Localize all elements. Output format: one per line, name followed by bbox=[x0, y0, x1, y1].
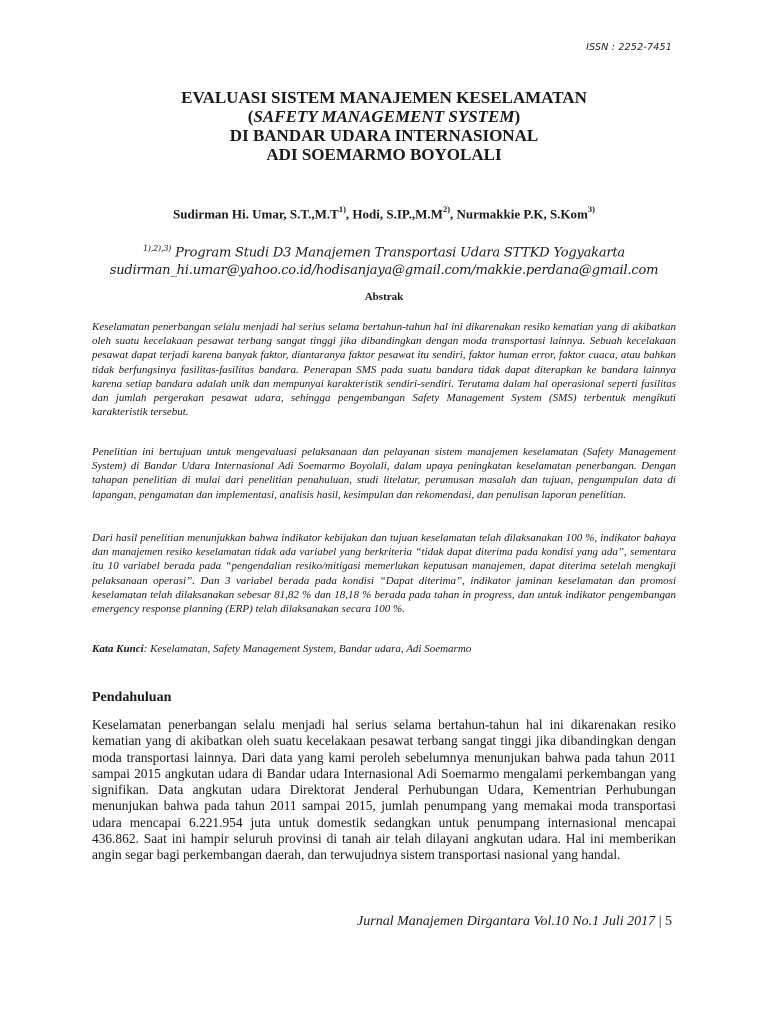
affiliation-emails: sudirman_hi.umar@yahoo.co.id/hodisanjaya@gmail.com/makkie.perdana@gmail.com bbox=[109, 263, 659, 279]
page-footer bbox=[357, 914, 672, 930]
keywords-label: Kata Kunci bbox=[92, 643, 144, 655]
abstract-paragraph-1: Keselamatan penerbangan selalu menjadi hal serius selama bertahun-tahun hal ini dikarenakan resiko kematian yang di akibatkan oleh suatu kecelakaan pesawat terbang sangat tinggi jika dibandingkan dengan moda transportasi lainnya. Sebuah kecelakaan pesawat dapat terjadi karena banyak faktor, diantaranya faktor pesawat itu sendiri, faktor human error, faktor cuaca, atau bahkan tidak berfungsinya fasilitas-fasilitas bandara. Penerapan SMS pada suatu bandara tidak dapat diterapkan ke bandara lainnya karena setiap bandara adalah unik dan mempunyai karakteristik sendiri-sendiri. Terutama dalam hal operasional seperti fasilitas dan jumlah pergerakan pesawat udara, sehingga pengembangan Safety Management System (SMS) terbentuk mengikuti karakteristik tersebut. bbox=[92, 321, 676, 419]
footer-journal: Jurnal Manajemen Dirgantara Vol.10 No.1 Juli 2017 bbox=[357, 914, 656, 929]
author-list bbox=[92, 205, 676, 222]
issn-label: ISSN : 2252-7451 bbox=[586, 42, 672, 53]
section-heading-intro: Pendahuluan bbox=[92, 690, 172, 705]
author-1-sup: 1) bbox=[338, 204, 346, 214]
affiliation-program bbox=[92, 240, 676, 262]
keywords-list: : Keselamatan, Safety Management System, Bandar udara, Adi Soemarmo bbox=[143, 643, 472, 655]
title-italic-term: SAFETY MANAGEMENT SYSTEM bbox=[253, 107, 515, 126]
title-line-4: ADI SOEMARMO BOYOLALI bbox=[266, 145, 502, 164]
author-2-sup: 2) bbox=[442, 204, 451, 214]
author-2: , Hodi, S.IP.,M.M bbox=[345, 206, 443, 222]
author-3-sup: 3) bbox=[587, 204, 595, 214]
abstract-paragraph-2: Penelitian ini bertujuan untuk mengevaluasi pelaksanaan dan pelayanan sistem manajemen keselamatan (Safety Management System) di Bandar Udara Internasional Adi Soemarmo Boyolali, dalam upaya peningkatan keselamatan penerbangan. Dengan tahapan penelitian di mulai dari penelitian penahuluan, studi litelatur, perumusan masalah dan tujuan, pengumpulan data di lapangan, pengamatan dan implementasi, analisis hasil, kesimpulan dan rekomendasi, dan penulisan laporan penelitian. bbox=[92, 446, 676, 501]
footer-separator: | bbox=[655, 914, 665, 929]
abstract-heading: Abstrak bbox=[364, 291, 404, 303]
title-line-3: DI BANDAR UDARA INTERNASIONAL bbox=[229, 126, 539, 145]
affiliation-text: Program Studi D3 Manajemen Transportasi Udara STTKD Yogyakarta bbox=[171, 245, 625, 261]
intro-paragraph: Keselamatan penerbangan selalu menjadi hal serius selama bertahun-tahun hal ini dikarenakan resiko kematian yang di akibatkan oleh suatu kecelakaan pesawat terbang sangat tinggi jika dibandingkan dengan moda transportasi lainnya. Dari data yang kami peroleh sebelumnya menunjukan bahwa pada tahun 2011 sampai 2015 angkutan udara di Bandar udara Internasional Adi Soemarmo mengalami perkembangan yang signifikan. Data angkutan udara Direktorat Jenderal Perhubungan Udara, Kementrian Perhubungan menunjukan bahwa pada tahun 2011 sampai 2015, jumlah penumpang yang memakai moda transportasi udara mencapai 6.221.954 juta untuk domestik sedangkan untuk penumpang internasional mencapai 436.862. Saat ini hampir seluruh provinsi di tanah air telah dilayani angkutan udara. Hal ini memberikan angin segar bagi perkembangan daerah, dan terwujudnya sistem transportasi nasional yang handal. bbox=[92, 717, 676, 863]
title-paren-close: ) bbox=[514, 107, 521, 126]
title-line-2 bbox=[92, 107, 676, 126]
paper-title bbox=[92, 88, 676, 164]
affiliation bbox=[92, 240, 676, 280]
page-number: 5 bbox=[665, 914, 672, 929]
title-paren-open: ( bbox=[247, 107, 254, 126]
abstract-paragraph-3: Dari hasil penelitian menunjukkan bahwa indikator kebijakan dan tujuan keselamatan telah dilaksanakan 100 %, indikator bahaya dan manajemen resiko keselamatan tidak ada variabel yang berkriteria “tidak dapat diterima pada kondisi yang ada”, sementara itu 10 variabel berada pada “pengendalian resiko/mitigasi memerlukan keputusan manajemen, dapat diterima setelah mengkaji pelaksanaan operasi”. Dan 3 variabel berada pada kondisi “Dapat diterima”, indikator jaminan keselamatan dan promosi keselamatan telah dilaksanakan sebesar 81,82 % dan 18,18 % berada pada tahan in progress, dan untuk indikator pengembangan emergency response planning (ERP) telah dilaksanakan secara 100 %. bbox=[92, 532, 676, 616]
affiliation-sup: 1),2),3) bbox=[143, 244, 172, 253]
keywords bbox=[92, 643, 676, 655]
author-1: Sudirman Hi. Umar, S.T.,M.T bbox=[173, 206, 339, 222]
author-3: , Nurmakkie P.K, S.Kom bbox=[450, 206, 588, 222]
title-line-1: EVALUASI SISTEM MANAJEMEN KESELAMATAN bbox=[181, 88, 587, 107]
